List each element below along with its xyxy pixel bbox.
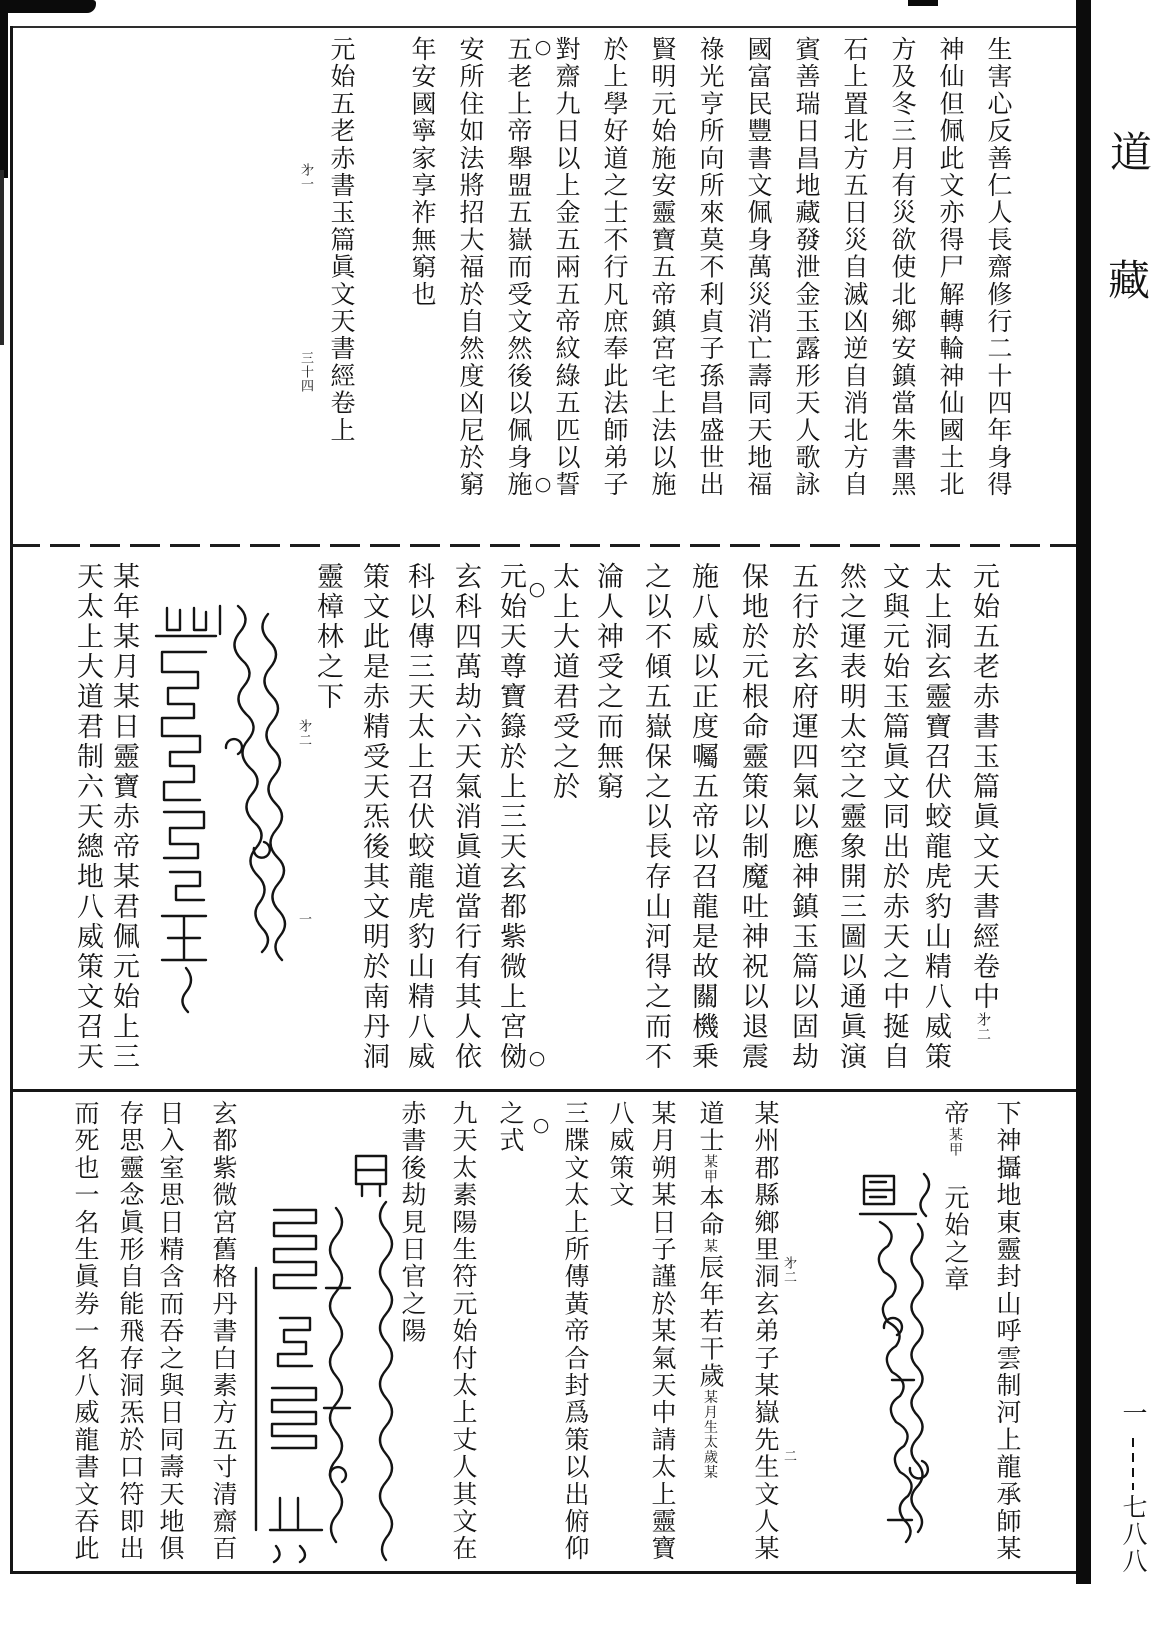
- circle-mark: ○: [532, 473, 554, 496]
- column-text: 科以傳三天太上召伏蛟龍虎豹山精八威: [403, 562, 434, 1072]
- column-text: 玄科四萬劫六天氣消眞道當行有其人依: [450, 562, 481, 1072]
- text-column: [748, 1100, 782, 1572]
- column-text: 對齋九日以上金五兩五帝紋綠五匹以誓: [552, 36, 581, 499]
- text-column: [918, 562, 952, 1084]
- folio-mark: 㐧一: [298, 163, 313, 191]
- column-text: 道士: [696, 1100, 725, 1155]
- talisman-seal-bottom-right: [854, 1168, 950, 1572]
- gutter-bar: [1076, 0, 1091, 1584]
- column-text: 元始五老赤書玉篇眞文天書經卷上: [327, 36, 356, 444]
- text-column: [70, 562, 104, 1084]
- column-text: 三牒文太上所傳黃帝合封爲策以出俯仰: [561, 1100, 590, 1563]
- margin-label-dao: 道: [1104, 130, 1153, 172]
- column-text: 淪人神受之而無窮: [592, 562, 623, 802]
- column-text: 策文此是赤精受天炁後其文明於南丹洞: [358, 562, 389, 1072]
- volume-title-column: [324, 36, 358, 506]
- page-number-volume: 一: [1119, 1400, 1148, 1427]
- column-text: 施八威以正度囑五帝以召龍是故關機乗: [687, 562, 718, 1072]
- column-text: 方及冬三月有災欲使北鄉安鎮當朱書黑: [888, 36, 917, 499]
- text-column: [837, 36, 871, 506]
- page-number-leaf: 七八八: [1119, 1494, 1148, 1575]
- column-text: 賢明元始施安靈寶五帝鎮宮宅上法以施: [648, 36, 677, 499]
- column-text: 而死也一名生眞券一名八威龍書文吞此: [71, 1100, 100, 1563]
- column-text: 五老上帝舉盟五嶽而受文然後以佩身施: [504, 36, 533, 499]
- folio-marks: [293, 562, 317, 1084]
- text-column: [981, 36, 1015, 506]
- text-column: [685, 562, 719, 1084]
- column-text: 生害心反善仁人長齋修行二十四年身得: [984, 36, 1013, 499]
- column-text: 元始之章: [941, 1157, 970, 1294]
- talisman-seal-bottom-left: [240, 1146, 406, 1572]
- small-inline-text: 某月生太歲某: [702, 1389, 718, 1480]
- section-circle-marks: [526, 562, 550, 1084]
- column-text: 賓善瑞日昌地藏發泄金玉露形天人歌詠: [792, 36, 821, 499]
- folio-marks: [295, 36, 319, 506]
- column-text: 太上大道君受之於: [548, 562, 579, 802]
- column-text: 文與元始玉篇眞文同出於赤天之中挻自: [878, 562, 909, 1072]
- column-text: 赤書後劫見日官之陽: [398, 1100, 427, 1345]
- folio-mark: 㐧二: [781, 1256, 796, 1284]
- text-column: [645, 36, 679, 506]
- text-column: [990, 1100, 1024, 1572]
- circle-mark: ○: [526, 1047, 548, 1070]
- text-column: [693, 36, 727, 506]
- text-column: [590, 562, 624, 1084]
- text-column: [446, 1100, 480, 1572]
- column-text: 本命: [696, 1184, 725, 1239]
- folio-mark: 一: [296, 912, 311, 926]
- frame-left-line: [10, 26, 13, 1574]
- margin-label-zang: 藏: [1102, 258, 1151, 300]
- small-inline-text: 㐧二: [975, 1012, 991, 1042]
- text-column: [558, 1100, 592, 1572]
- column-text: 靈樟林之下: [312, 562, 343, 712]
- column-text: 玄都紫微宮舊格丹書白素方五寸清齋百: [209, 1100, 238, 1563]
- circle-mark: ○: [532, 36, 554, 59]
- column-text: 某月朔某日子謹於某氣天中請太上靈寶: [648, 1100, 677, 1563]
- small-inline-text: 某甲: [947, 1127, 963, 1158]
- text-column: [405, 36, 439, 506]
- column-text: 之以不傾五嶽保之以長存山河得之而不: [640, 562, 671, 1072]
- text-column: [933, 36, 967, 506]
- column-text: 祿光亨所向所來莫不利貞子孫昌盛世出: [696, 36, 725, 499]
- text-column: [645, 1100, 679, 1572]
- circle-mark: ○: [526, 578, 548, 601]
- column-text: 天太上大道君制六天總地八威策文召天: [72, 562, 103, 1072]
- page-number-dash: [1132, 1438, 1134, 1490]
- text-column: [789, 36, 823, 506]
- text-column: [113, 1100, 147, 1572]
- text-column: [401, 562, 435, 1084]
- text-column: [693, 1100, 727, 1572]
- text-column: [638, 562, 672, 1084]
- column-text: 於上學好道之士不行凡庶奉此法師弟子: [600, 36, 629, 499]
- text-column: [885, 36, 919, 506]
- text-column: [876, 562, 910, 1084]
- scan-smudge: [908, 0, 938, 6]
- text-column: [785, 562, 819, 1084]
- column-text: 之式: [496, 1100, 525, 1155]
- text-column: [741, 36, 775, 506]
- column-text: 元始天尊寶籙於上三天玄都紫微上宮俲: [495, 562, 526, 1072]
- column-text: 保地於元根命靈策以制魔吐神祝以退震: [737, 562, 768, 1072]
- scan-smudge: [0, 0, 96, 13]
- column-text: 太上洞玄靈寶召伏蛟龍虎豹山精八威策: [920, 562, 951, 1072]
- scan-smudge: [0, 170, 4, 345]
- small-inline-text: 某甲: [702, 1154, 718, 1185]
- column-text: 九天太素陽生符元始付太上丈人其文在: [449, 1100, 478, 1563]
- text-column: [546, 562, 580, 1084]
- column-text: 下神攝地東靈封山呼雲制河上龍承師某: [993, 1100, 1022, 1563]
- column-text: 八威策文: [606, 1100, 635, 1209]
- folio-mark: 㐧二: [296, 719, 311, 747]
- column-text: 元始五老赤書玉篇眞文天書經卷中: [968, 562, 999, 1012]
- column-text: 石上置北方五日災自滅凶逆自消北方自: [840, 36, 869, 499]
- column-text: 然之運表明太空之靈象開三圖以通眞演: [835, 562, 866, 1072]
- text-column: [493, 1100, 527, 1572]
- scan-smudge: [0, 0, 8, 178]
- column-text: 某州郡縣鄉里洞玄弟子某嶽先生文人某: [751, 1100, 780, 1563]
- frame-top-line: [10, 26, 1076, 28]
- column-text: 五行於玄府運四氣以應神鎮玉篇以固劫: [787, 562, 818, 1072]
- text-column: [356, 562, 390, 1084]
- column-text: 神仙但佩此文亦得尸解轉輪神仙國土北: [936, 36, 965, 499]
- text-column: [153, 1100, 187, 1572]
- text-column: [206, 1100, 240, 1572]
- text-column: [597, 36, 631, 506]
- column-text: 安所住如法將招大福於自然度凶尼於窮: [456, 36, 485, 499]
- text-column: [833, 562, 867, 1084]
- text-column: [453, 36, 487, 506]
- section-circle-marks: [530, 1100, 554, 1572]
- text-column: [448, 562, 482, 1084]
- column-text: 存思靈念眞形自能飛存洞炁於口符即出: [116, 1100, 145, 1563]
- circle-mark: ○: [530, 1114, 552, 1137]
- text-column: [68, 1100, 102, 1572]
- text-column: [501, 36, 535, 506]
- column-text: 年安國寧家享祚無窮也: [408, 36, 437, 308]
- folio-mark: 三十四: [298, 351, 313, 393]
- text-column: [603, 1100, 637, 1572]
- text-column: [106, 562, 140, 1084]
- column-text: 日入室思日精含而吞之與日同壽天地俱: [156, 1100, 185, 1563]
- section-circle-marks: [532, 36, 556, 506]
- column-text: 國富民豐書文佩身萬災消亡壽同天地福: [744, 36, 773, 499]
- text-column: [735, 562, 769, 1084]
- folio-mark: 二: [781, 1449, 796, 1463]
- column-text: 某年某月某日靈寶赤帝某君佩元始上三: [108, 562, 139, 1072]
- text-column: [493, 562, 527, 1084]
- register-divider-2: [10, 1089, 1076, 1092]
- column-text: 帝: [941, 1100, 970, 1128]
- register-divider-1: [10, 544, 1076, 547]
- talisman-seal-middle: [142, 598, 292, 1016]
- volume-title-column: [966, 562, 1000, 1084]
- column-text: 辰年若干歲: [696, 1253, 725, 1390]
- small-inline-text: 某: [702, 1238, 718, 1254]
